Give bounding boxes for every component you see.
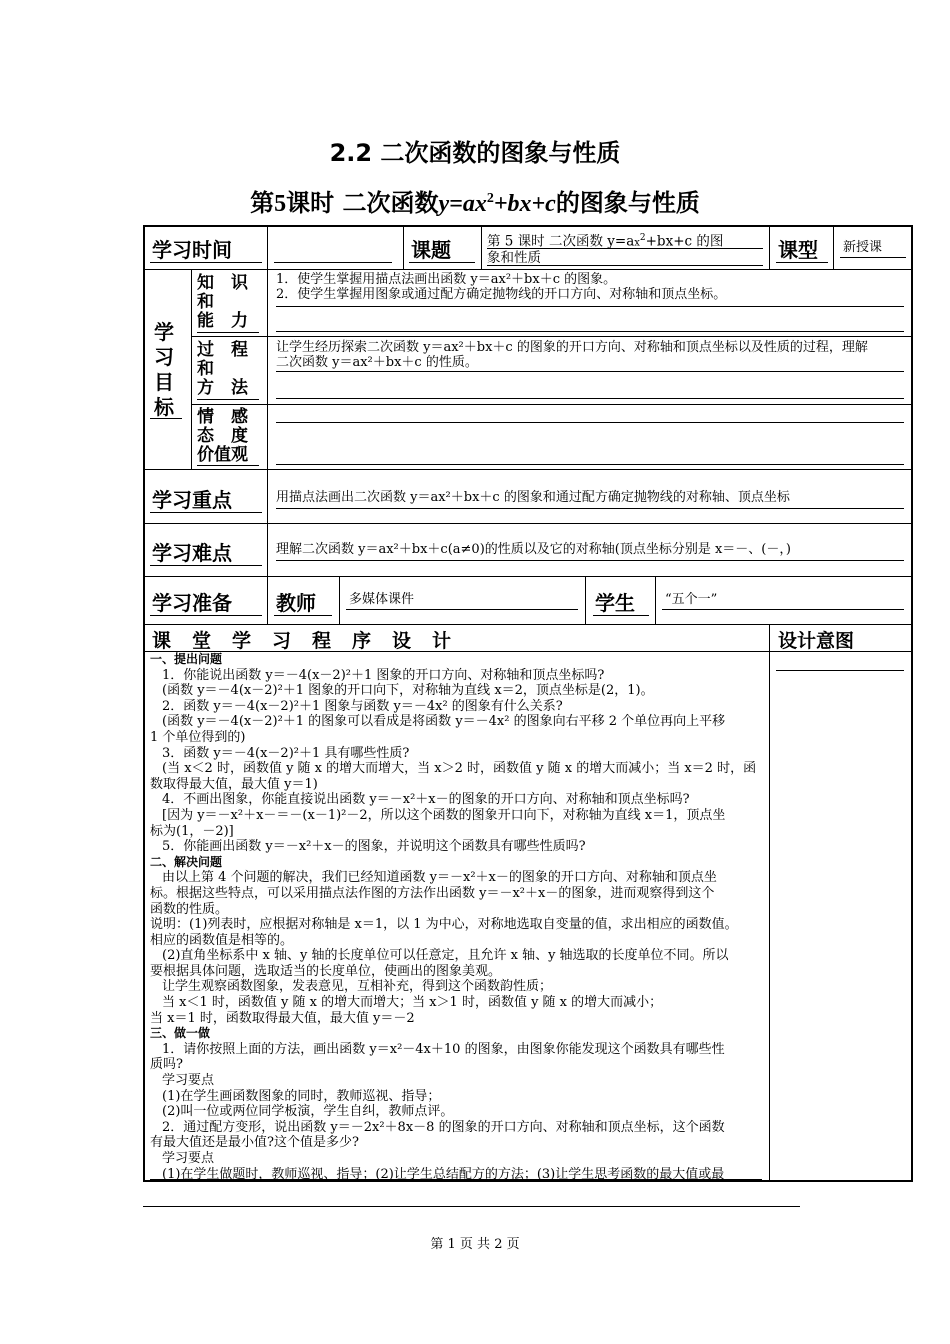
underline — [276, 464, 904, 465]
procedure-line: (1)在学生画函数图象的同时，教师巡视、指导； — [162, 1088, 441, 1104]
underline — [150, 1179, 762, 1180]
row-divider — [191, 336, 913, 337]
procedure-line: 质吗? — [150, 1057, 183, 1073]
key-point-text: 用描点法画出二次函数 y＝ax²＋bx＋c 的图象和通过配方确定抛物线的对称轴、顶点坐标 — [276, 490, 790, 505]
underline — [150, 418, 182, 419]
row-divider — [143, 469, 913, 470]
col-divider — [585, 576, 586, 624]
knowledge-label-2: 和 — [197, 292, 214, 312]
procedure-line: 当 x＜1 时，函数值 y 随 x 的增大而增大；当 x＞1 时，函数值 y 随 x 的增大而减小； — [162, 995, 663, 1011]
underline — [487, 248, 763, 249]
procedure-heading: 二、解决问题 — [150, 854, 223, 869]
procedure-line: 1．请你按照上面的方法，画出函数 y＝x²－4x＋10 的图象，由图象你能发现这个函数具有哪些性 — [162, 1041, 725, 1057]
topic-value-3: 象和性质 — [487, 249, 541, 266]
procedure-line: 学习要点 — [162, 1073, 215, 1089]
design-intent-label: 设计意图 — [778, 630, 855, 652]
subtitle-sup: 2 — [486, 191, 494, 206]
subtitle-suffix: 的图象与性质 — [555, 189, 700, 217]
type-label: 课型 — [778, 238, 818, 262]
key-point-label: 学习重点 — [152, 488, 232, 512]
col-divider — [833, 225, 834, 269]
process-text — [276, 340, 868, 370]
procedure-line: 标。根据这些特点，可以采用描点法作图的方法作出函数 y＝－x²＋x－的图象，进而观察得到这个 — [150, 885, 715, 901]
col-divider — [339, 576, 340, 624]
knowledge-label-3: 能 力 — [197, 311, 248, 331]
page-number: 第 1 页 共 2 页 — [430, 1237, 520, 1252]
objectives-label: 学习目标 — [154, 320, 174, 419]
subtitle-prefix: 第 — [250, 189, 275, 217]
procedure-line: 当 x＝1 时，函数取得最大值，最大值 y＝－2 — [150, 1010, 415, 1026]
emotion-label-2: 态 度 — [197, 426, 248, 446]
emotion-field — [276, 422, 904, 423]
subtitle-mid: 课时 二次函数 — [286, 189, 439, 217]
teacher-value: 多媒体课件 — [349, 592, 415, 607]
doc-title: 2.2 二次函数的图象与性质 — [329, 139, 621, 167]
procedure-line: 要根据具体问题，选取适当的长度单位，使画出的图象美观。 — [150, 963, 502, 979]
row-divider — [191, 404, 913, 405]
procedure-label: 课 堂 学 习 程 序 设 计 — [152, 630, 453, 652]
procedure-line: 5．你能画出函数 y＝－x²＋x－的图象，并说明这个函数具有哪些性质吗? — [162, 839, 586, 855]
procedure-line: 2．函数 y＝－4(x－2)²＋1 图象与函数 y＝－4x² 的图象有什么关系? — [162, 698, 563, 714]
row-divider — [143, 269, 913, 270]
row-divider — [143, 624, 913, 625]
type-value: 新授课 — [843, 240, 883, 255]
underline — [487, 265, 763, 266]
col-divider — [403, 225, 404, 269]
topic-value-x: x — [634, 237, 640, 249]
underline — [662, 609, 904, 610]
emotion-label — [197, 408, 248, 465]
procedure-line — [150, 855, 762, 871]
row-divider — [143, 523, 913, 524]
procedure-line: 1 个单位得到的) — [150, 729, 246, 745]
procedure-line: [因为 y＝－x²＋x－＝－(x－1)²－2，所以这个函数的图象开口向下，对称轴为直线 x＝1，顶点坐 — [162, 807, 726, 823]
study-time-field — [274, 262, 392, 263]
procedure-line: 标为(1，－2)] — [150, 823, 234, 839]
underline — [276, 508, 904, 509]
teacher-label: 教师 — [276, 591, 316, 615]
procedure-line: 让学生观察函数图象，发表意见，互相补充，得到这个函数韵性质； — [162, 979, 553, 995]
procedure-heading: 一、提出问题 — [150, 652, 223, 666]
underline — [276, 398, 904, 399]
preparation-label: 学习准备 — [152, 591, 232, 615]
procedure-line: (2)叫一位或两位同学板演，学生自纠，教师点评。 — [162, 1104, 454, 1120]
col-divider — [655, 576, 656, 624]
underline — [150, 262, 262, 263]
student-value: “五个一” — [665, 592, 718, 607]
process-label-2: 和 — [197, 359, 214, 379]
procedure-line: 4．不画出图象，你能直接说出函数 y＝－x²＋x－的图象的开口方向、对称轴和顶点坐标吗? — [162, 792, 690, 808]
procedure-line: (当 x＜2 时，函数值 y 随 x 的增大而增大，当 x＞2 时，函数值 y 随 x 的增大而减小；当 x＝2 时，函 — [162, 761, 757, 777]
procedure-line: (函数 y＝－4(x－2)²＋1 图象的开口向下，对称轴为直线 x＝2，顶点坐标是(2，1)。 — [162, 683, 654, 699]
underline — [150, 565, 262, 566]
underline — [346, 609, 578, 610]
procedure-line: 相应的函数值是相等的。 — [150, 932, 294, 948]
knowledge-item: 2．使学生掌握用图象或通过配方确定抛物线的开口方向、对称轴和顶点坐标。 — [276, 287, 727, 302]
procedure-line — [150, 652, 762, 668]
knowledge-items — [276, 272, 726, 302]
procedure-line: 学习要点 — [162, 1151, 215, 1166]
procedure-line: (1)在学生做题时，教师巡视、指导；(2)让学生总结配方的方法；(3)让学生思考函数的最大值或最 — [162, 1166, 725, 1182]
topic-value-2: +bx+c 的图 — [645, 233, 724, 250]
procedure-heading: 三、做一做 — [150, 1026, 211, 1041]
underline — [150, 615, 262, 616]
doc-subtitle — [0, 183, 950, 218]
topic-label: 课题 — [411, 238, 451, 262]
procedure-line: 由以上第 4 个问题的解决，我们已经知道函数 y＝－x²＋x－的图象的开口方向、对称轴和顶点坐 — [162, 870, 717, 886]
procedure-line — [150, 1026, 762, 1042]
col-divider — [769, 225, 770, 269]
col-divider — [267, 469, 268, 624]
underline — [276, 371, 904, 372]
knowledge-label-1: 知 识 — [197, 273, 248, 293]
underline — [197, 332, 259, 333]
procedure-line: 说明：(1)列表时，应根据对称轴是 x＝1，以 1 为中心，对称地选取自变量的值，求出相应的函数值。 — [150, 917, 738, 933]
col-divider — [191, 269, 192, 469]
process-label-3: 方 法 — [197, 378, 248, 398]
underline — [276, 560, 904, 561]
underline — [197, 465, 259, 466]
procedure-line: 有最大值还是最小值?这个值是多少? — [150, 1135, 359, 1151]
topic-value-1: 第 5 课时 二次函数 y=a — [487, 233, 635, 250]
subtitle-formula: y=ax — [438, 191, 487, 217]
knowledge-item: 1．使学生掌握用描点法画出函数 y＝ax²＋bx＋c 的图象。 — [276, 272, 617, 287]
underline — [776, 262, 828, 263]
footer-rule — [143, 1206, 800, 1207]
emotion-label-1: 情 感 — [197, 407, 248, 427]
procedure-line: (2)直角坐标系中 x 轴、y 轴的长度单位可以任意定，且允许 x 轴、y 轴选取的长度单位不同。所以 — [162, 948, 729, 964]
procedure-body — [150, 652, 762, 1182]
underline — [276, 331, 904, 332]
row-divider — [143, 576, 913, 577]
knowledge-label — [197, 274, 248, 331]
underline — [409, 262, 475, 263]
topic-value-sup: 2 — [639, 233, 646, 243]
procedure-line: 数取得最大值，最大值 y＝1) — [150, 776, 318, 792]
underline — [840, 257, 906, 258]
difficulty-text: 理解二次函数 y＝ax²＋bx＋c(a≠0)的性质以及它的对称轴(顶点坐标分别是 x＝－、(－，) — [276, 542, 791, 557]
col-divider — [267, 269, 268, 469]
col-divider — [769, 624, 770, 1180]
underline — [274, 615, 332, 616]
underline — [150, 512, 262, 513]
col-divider — [267, 225, 268, 269]
procedure-line: 3．函数 y＝－4(x－2)²＋1 具有哪些性质? — [162, 745, 410, 761]
process-label — [197, 341, 248, 398]
procedure-line: 函数的性质。 — [150, 901, 229, 917]
underline — [276, 306, 904, 307]
underline — [197, 399, 259, 400]
col-divider — [481, 225, 482, 269]
procedure-line: 2．通过配方变形，说出函数 y＝－2x²＋8x－8 的图象的开口方向、对称轴和顶点坐标，这个函数 — [162, 1119, 725, 1135]
subtitle-formula2: +bx+c — [493, 191, 556, 217]
process-text-2: 二次函数 y＝ax²＋bx＋c 的性质。 — [276, 355, 478, 370]
emotion-label-3: 价值观 — [197, 445, 248, 465]
design-intent-field — [776, 670, 904, 671]
study-time-label: 学习时间 — [152, 238, 232, 262]
process-text-1: 让学生经历探索二次函数 y＝ax²＋bx＋c 的图象的开口方向、对称轴和顶点坐标以及性质的过程，理解 — [276, 340, 868, 355]
process-label-1: 过 程 — [197, 340, 248, 360]
difficulty-label: 学习难点 — [152, 541, 232, 565]
underline — [593, 615, 649, 616]
student-label: 学生 — [595, 591, 635, 615]
procedure-line: 1．你能说出函数 y＝－4(x－2)²＋1 图象的开口方向、对称轴和顶点坐标吗? — [162, 667, 605, 683]
subtitle-num: 5 — [274, 191, 287, 217]
procedure-line: (函数 y＝－4(x－2)²＋1 的图象可以看成是将函数 y＝－4x² 的图象向右平移 2 个单位再向上平移 — [162, 714, 726, 730]
